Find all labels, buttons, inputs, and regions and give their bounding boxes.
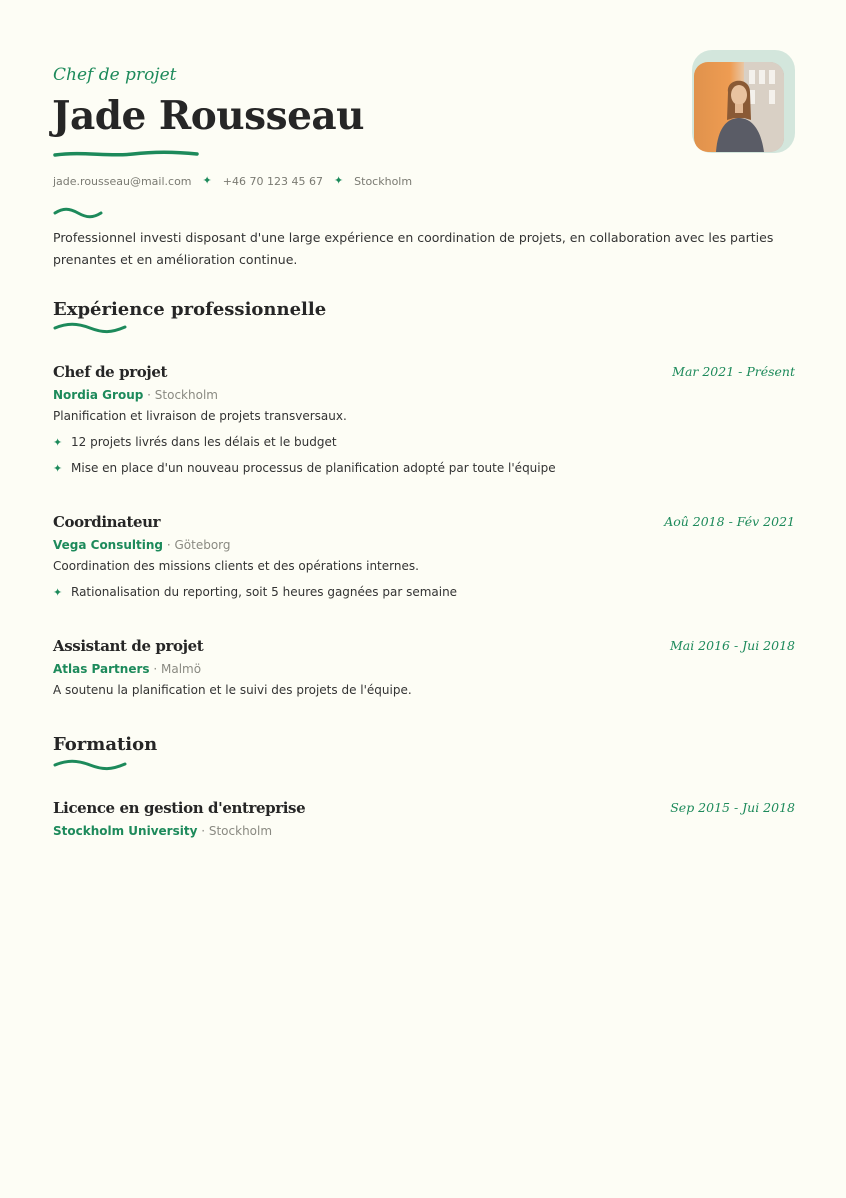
- role-title: Chef de projet: [53, 65, 177, 85]
- city-text: Stockholm: [354, 174, 413, 188]
- job-dates: Mai 2016 - Jui 2018: [669, 638, 795, 653]
- sparkle-icon: ✦: [53, 585, 63, 599]
- profile-photo: [690, 50, 795, 156]
- employer-line: [53, 661, 795, 677]
- sparkle-icon: ✦: [53, 461, 63, 475]
- employer-name: Vega Consulting: [53, 538, 164, 552]
- education-entry: [53, 797, 795, 839]
- phone-text: +46 70 123 45 67: [222, 174, 323, 188]
- achievement-text: Mise en place d'un nouveau processus de planification adopté par toute l'équipe: [71, 461, 556, 475]
- achievement-text: 12 projets livrés dans les délais et le budget: [71, 435, 337, 449]
- job-description: Coordination des missions clients et des opérations internes.: [53, 559, 419, 573]
- education-title-squiggle: [53, 759, 127, 771]
- profile-summary: Professionnel investi disposant d'une large expérience en coordination de projets, en collaboration avec les parties prenantes et en amélioration continue.: [53, 230, 774, 267]
- achievement-item: [53, 579, 795, 605]
- school-location: · Stockholm: [201, 824, 273, 838]
- employer-line: [53, 537, 795, 553]
- education-dates: Sep 2015 - Jui 2018: [670, 800, 795, 815]
- employer-location: · Malmö: [153, 662, 202, 676]
- experience-title-squiggle: [53, 322, 127, 334]
- job-title: Assistant de projet: [53, 637, 204, 655]
- employer-location: · Göteborg: [166, 538, 231, 552]
- job-title: Chef de projet: [53, 363, 168, 381]
- portrait-illustration: [694, 62, 784, 152]
- summary-squiggle: [53, 207, 103, 219]
- job-title: Coordinateur: [53, 513, 161, 531]
- employer-name: Atlas Partners: [53, 662, 150, 676]
- full-name: Jade Rousseau: [52, 93, 365, 139]
- achievement-text: Rationalisation du reporting, soit 5 heures gagnées par semaine: [71, 585, 458, 599]
- sparkle-icon: ✦: [202, 174, 212, 187]
- achievement-item: [53, 429, 795, 455]
- section-title-education: Formation: [53, 734, 158, 755]
- section-title-experience: Expérience professionnelle: [53, 299, 327, 320]
- achievement-item: [53, 455, 795, 481]
- experience-entry: [53, 361, 795, 481]
- contact-line: [53, 172, 412, 190]
- job-dates: Mar 2021 - Présent: [672, 364, 795, 379]
- school-name: Stockholm University: [53, 824, 198, 838]
- employer-line: [53, 387, 795, 403]
- name-underline-squiggle: [53, 149, 199, 161]
- employer-name: Nordia Group: [53, 388, 144, 402]
- job-dates: Aoû 2018 - Fév 2021: [664, 514, 795, 529]
- achievement-list: [53, 429, 795, 481]
- degree-title: Licence en gestion d'entreprise: [53, 799, 306, 817]
- sparkle-icon: ✦: [53, 435, 63, 449]
- experience-entry: [53, 635, 795, 698]
- job-description: Planification et livraison de projets transversaux.: [53, 409, 347, 423]
- experience-entry: [53, 511, 795, 605]
- avatar: [694, 62, 784, 152]
- achievement-list: [53, 579, 795, 605]
- sparkle-icon: ✦: [333, 174, 344, 187]
- job-description: A soutenu la planification et le suivi des projets de l'équipe.: [53, 683, 412, 697]
- employer-location: · Stockholm: [147, 388, 218, 402]
- email-text: jade.rousseau@mail.com: [53, 174, 192, 188]
- school-line: [53, 823, 795, 839]
